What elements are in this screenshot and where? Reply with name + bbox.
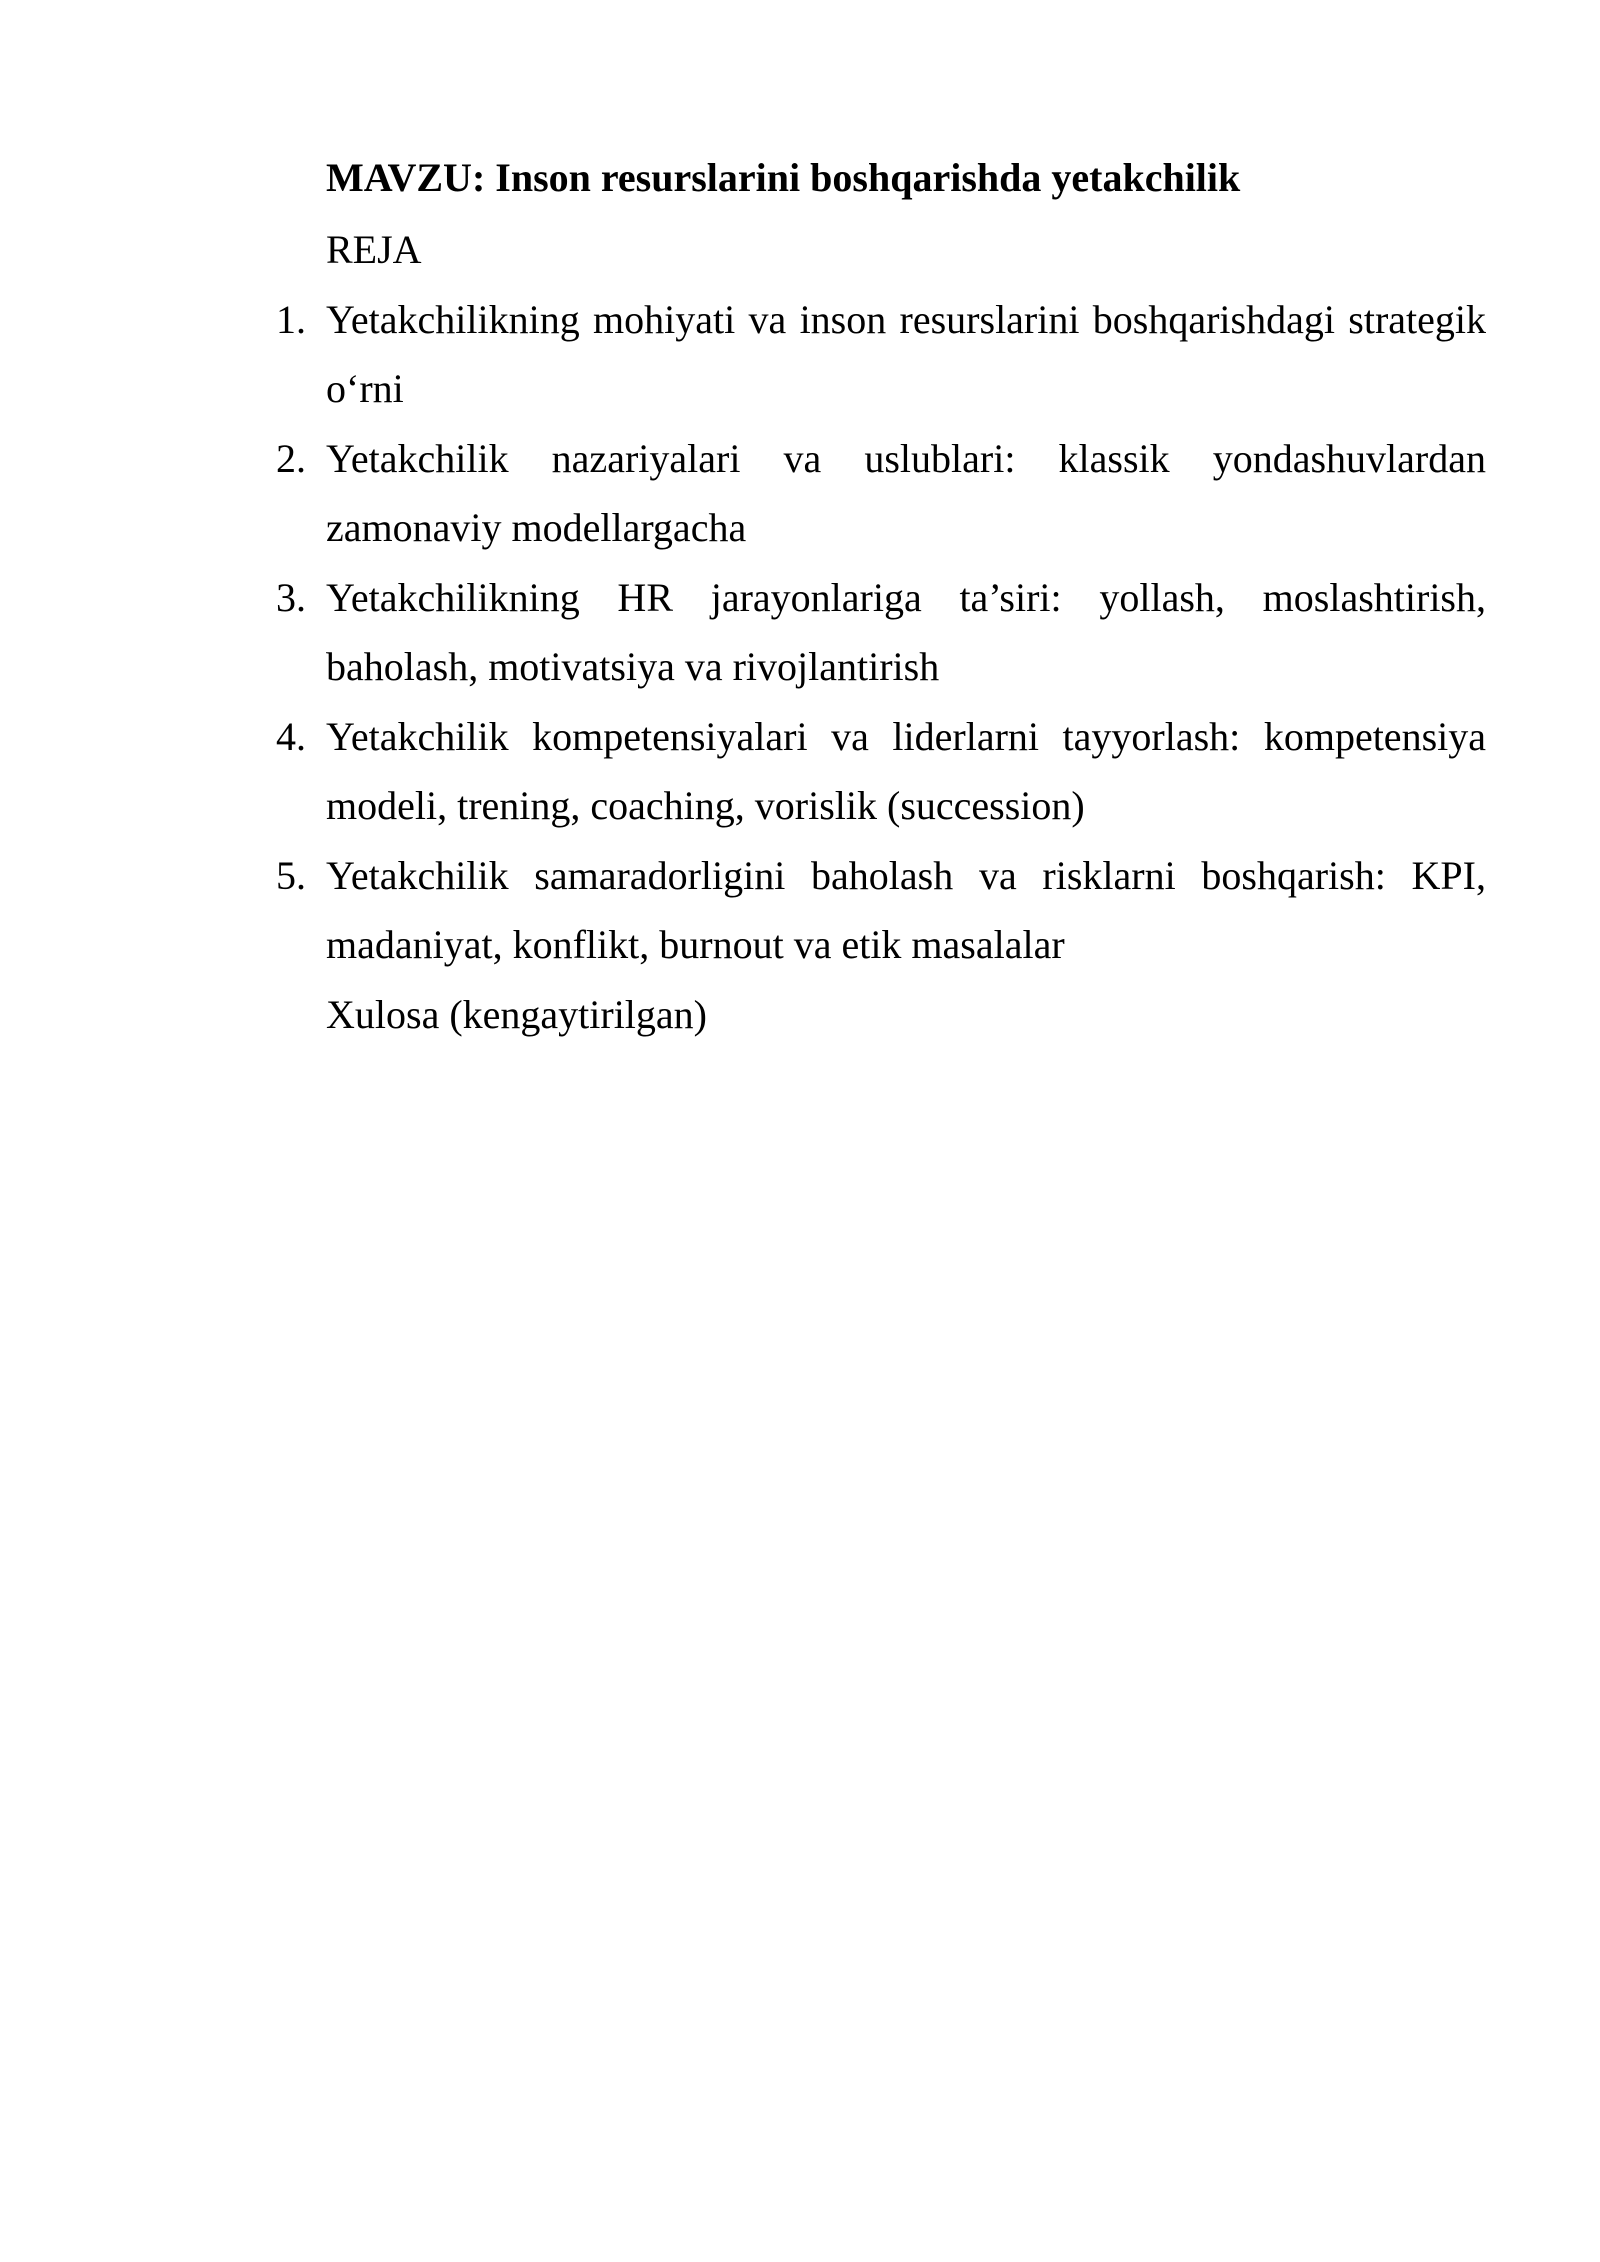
document-title: MAVZU: Inson resurslarini boshqarishda yetakchilik <box>326 155 1241 200</box>
document-body <box>276 148 1486 1049</box>
plan-item-number: 2. <box>276 435 306 481</box>
plan-item-text: Yetakchilik kompetensiyalari va liderlarni tayyorlash: kompetensiya modeli, trening, coaching, vorislik (succession) <box>326 713 1486 828</box>
plan-item <box>276 285 1486 424</box>
conclusion-heading: Xulosa (kengaytirilgan) <box>326 991 707 1037</box>
plan-item-text: Yetakchilik nazariyalari va uslublari: klassik yondashuvlardan zamonaviy modellargacha <box>326 435 1486 550</box>
plan-list <box>276 285 1486 980</box>
plan-item-number: 3. <box>276 574 306 620</box>
plan-item <box>276 841 1486 980</box>
plan-item-number: 1. <box>276 296 306 342</box>
plan-item-text: Yetakchilik samaradorligini baholash va risklarni boshqarish: KPI, madaniyat, konflikt, burnout va etik masalalar <box>326 852 1486 967</box>
plan-item-number: 5. <box>276 852 306 898</box>
plan-item-text: Yetakchilikning mohiyati va inson resurslarini boshqarishdagi strategik o‘rni <box>326 296 1486 411</box>
plan-item-number: 4. <box>276 713 306 759</box>
plan-item <box>276 702 1486 841</box>
plan-item-text: Yetakchilikning HR jarayonlariga ta’siri: yollash, moslashtirish, baholash, motivatsiya va rivojlantirish <box>326 574 1486 689</box>
plan-heading: REJA <box>326 227 422 272</box>
plan-item <box>276 424 1486 563</box>
plan-item <box>276 563 1486 702</box>
